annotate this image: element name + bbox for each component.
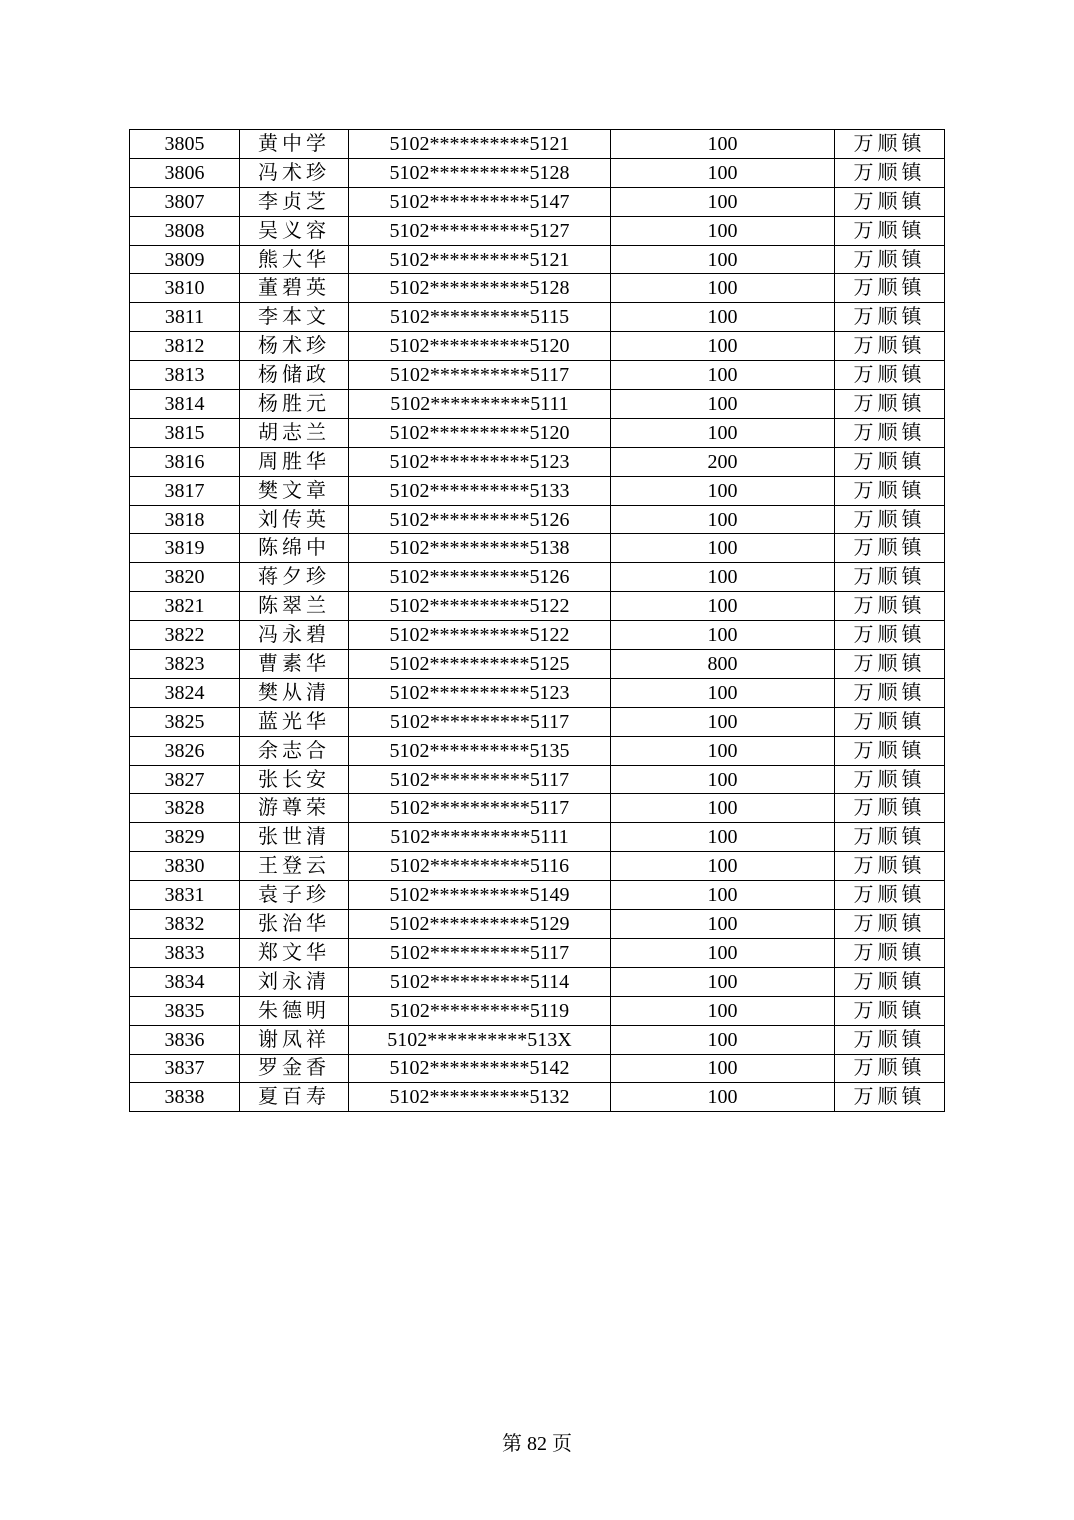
cell-town: 万顺镇 — [835, 678, 945, 707]
cell-town: 万顺镇 — [835, 852, 945, 881]
cell-number: 3807 — [130, 187, 240, 216]
table-row — [130, 534, 945, 563]
cell-number: 3808 — [130, 216, 240, 245]
cell-number: 3835 — [130, 996, 240, 1025]
table-row — [130, 996, 945, 1025]
cell-town: 万顺镇 — [835, 621, 945, 650]
cell-id-number: 5102**********5117 — [349, 765, 611, 794]
cell-id-number: 5102**********5121 — [349, 130, 611, 159]
cell-town: 万顺镇 — [835, 996, 945, 1025]
table-row — [130, 303, 945, 332]
cell-id-number: 5102**********5125 — [349, 650, 611, 679]
cell-amount: 100 — [611, 216, 835, 245]
cell-id-number: 5102**********5126 — [349, 563, 611, 592]
cell-id-number: 5102**********5128 — [349, 274, 611, 303]
table-row — [130, 361, 945, 390]
cell-name: 游尊荣 — [240, 794, 349, 823]
cell-id-number: 5102**********5147 — [349, 187, 611, 216]
cell-number: 3805 — [130, 130, 240, 159]
cell-number: 3812 — [130, 332, 240, 361]
cell-amount: 100 — [611, 476, 835, 505]
cell-number: 3838 — [130, 1083, 240, 1112]
cell-amount: 100 — [611, 303, 835, 332]
cell-name: 樊文章 — [240, 476, 349, 505]
cell-name: 李本文 — [240, 303, 349, 332]
cell-number: 3832 — [130, 910, 240, 939]
table-row — [130, 910, 945, 939]
cell-number: 3814 — [130, 390, 240, 419]
cell-town: 万顺镇 — [835, 938, 945, 967]
cell-name: 朱德明 — [240, 996, 349, 1025]
cell-town: 万顺镇 — [835, 216, 945, 245]
table-row — [130, 476, 945, 505]
cell-amount: 100 — [611, 332, 835, 361]
table-row — [130, 187, 945, 216]
cell-id-number: 5102**********5115 — [349, 303, 611, 332]
cell-amount: 100 — [611, 592, 835, 621]
table-row — [130, 563, 945, 592]
cell-name: 袁子珍 — [240, 881, 349, 910]
table-row — [130, 621, 945, 650]
cell-id-number: 5102**********5128 — [349, 158, 611, 187]
table-row — [130, 158, 945, 187]
cell-number: 3825 — [130, 707, 240, 736]
cell-town: 万顺镇 — [835, 418, 945, 447]
cell-name: 王登云 — [240, 852, 349, 881]
records-table-body — [130, 130, 945, 1112]
cell-number: 3809 — [130, 245, 240, 274]
cell-name: 谢凤祥 — [240, 1025, 349, 1054]
cell-id-number: 5102**********5122 — [349, 592, 611, 621]
cell-name: 冯术珍 — [240, 158, 349, 187]
table-row — [130, 794, 945, 823]
table-row — [130, 1083, 945, 1112]
cell-id-number: 5102**********5117 — [349, 794, 611, 823]
cell-town: 万顺镇 — [835, 881, 945, 910]
cell-number: 3829 — [130, 823, 240, 852]
cell-name: 黄中学 — [240, 130, 349, 159]
cell-amount: 100 — [611, 130, 835, 159]
cell-town: 万顺镇 — [835, 1025, 945, 1054]
table-row — [130, 130, 945, 159]
cell-number: 3810 — [130, 274, 240, 303]
cell-town: 万顺镇 — [835, 1054, 945, 1083]
cell-number: 3821 — [130, 592, 240, 621]
table-row — [130, 678, 945, 707]
cell-amount: 100 — [611, 967, 835, 996]
cell-amount: 100 — [611, 794, 835, 823]
cell-amount: 100 — [611, 765, 835, 794]
cell-amount: 800 — [611, 650, 835, 679]
cell-name: 杨术珍 — [240, 332, 349, 361]
cell-number: 3836 — [130, 1025, 240, 1054]
cell-amount: 100 — [611, 707, 835, 736]
cell-town: 万顺镇 — [835, 130, 945, 159]
cell-number: 3811 — [130, 303, 240, 332]
cell-amount: 100 — [611, 996, 835, 1025]
cell-name: 曹素华 — [240, 650, 349, 679]
page-number: 第 82 页 — [502, 1433, 572, 1455]
cell-town: 万顺镇 — [835, 823, 945, 852]
cell-number: 3830 — [130, 852, 240, 881]
cell-id-number: 5102**********5142 — [349, 1054, 611, 1083]
cell-name: 冯永碧 — [240, 621, 349, 650]
cell-id-number: 5102**********5120 — [349, 418, 611, 447]
cell-id-number: 5102**********5121 — [349, 245, 611, 274]
cell-town: 万顺镇 — [835, 765, 945, 794]
cell-town: 万顺镇 — [835, 361, 945, 390]
table-row — [130, 707, 945, 736]
table-row — [130, 967, 945, 996]
cell-town: 万顺镇 — [835, 476, 945, 505]
cell-town: 万顺镇 — [835, 736, 945, 765]
cell-id-number: 5102**********5123 — [349, 447, 611, 476]
cell-name: 夏百寿 — [240, 1083, 349, 1112]
cell-town: 万顺镇 — [835, 592, 945, 621]
cell-number: 3826 — [130, 736, 240, 765]
table-row — [130, 765, 945, 794]
cell-id-number: 5102**********5114 — [349, 967, 611, 996]
cell-amount: 100 — [611, 418, 835, 447]
cell-name: 樊从清 — [240, 678, 349, 707]
cell-amount: 100 — [611, 1025, 835, 1054]
cell-id-number: 5102**********5117 — [349, 707, 611, 736]
table-row — [130, 447, 945, 476]
table-row — [130, 823, 945, 852]
cell-name: 张世清 — [240, 823, 349, 852]
cell-town: 万顺镇 — [835, 390, 945, 419]
table-row — [130, 736, 945, 765]
cell-name: 张治华 — [240, 910, 349, 939]
cell-name: 胡志兰 — [240, 418, 349, 447]
cell-name: 董碧英 — [240, 274, 349, 303]
cell-amount: 100 — [611, 881, 835, 910]
cell-number: 3820 — [130, 563, 240, 592]
cell-town: 万顺镇 — [835, 794, 945, 823]
cell-id-number: 5102**********5123 — [349, 678, 611, 707]
cell-number: 3827 — [130, 765, 240, 794]
cell-name: 蓝光华 — [240, 707, 349, 736]
cell-id-number: 5102**********5127 — [349, 216, 611, 245]
cell-name: 吴义容 — [240, 216, 349, 245]
cell-name: 张长安 — [240, 765, 349, 794]
cell-number: 3817 — [130, 476, 240, 505]
cell-number: 3819 — [130, 534, 240, 563]
cell-town: 万顺镇 — [835, 1083, 945, 1112]
cell-name: 周胜华 — [240, 447, 349, 476]
cell-amount: 100 — [611, 505, 835, 534]
cell-name: 余志合 — [240, 736, 349, 765]
cell-town: 万顺镇 — [835, 563, 945, 592]
cell-amount: 100 — [611, 736, 835, 765]
cell-name: 刘永清 — [240, 967, 349, 996]
cell-id-number: 5102**********5126 — [349, 505, 611, 534]
cell-amount: 100 — [611, 1054, 835, 1083]
cell-number: 3823 — [130, 650, 240, 679]
cell-name: 罗金香 — [240, 1054, 349, 1083]
cell-town: 万顺镇 — [835, 707, 945, 736]
cell-name: 李贞芝 — [240, 187, 349, 216]
cell-id-number: 5102**********5111 — [349, 823, 611, 852]
cell-town: 万顺镇 — [835, 274, 945, 303]
cell-town: 万顺镇 — [835, 910, 945, 939]
cell-name: 陈绵中 — [240, 534, 349, 563]
cell-id-number: 5102**********5138 — [349, 534, 611, 563]
cell-id-number: 5102**********5117 — [349, 361, 611, 390]
cell-id-number: 5102**********5133 — [349, 476, 611, 505]
cell-amount: 100 — [611, 823, 835, 852]
cell-name: 郑文华 — [240, 938, 349, 967]
table-row — [130, 881, 945, 910]
cell-id-number: 5102**********5111 — [349, 390, 611, 419]
cell-amount: 100 — [611, 390, 835, 419]
cell-number: 3837 — [130, 1054, 240, 1083]
cell-amount: 200 — [611, 447, 835, 476]
cell-id-number: 5102**********5122 — [349, 621, 611, 650]
cell-town: 万顺镇 — [835, 447, 945, 476]
cell-town: 万顺镇 — [835, 158, 945, 187]
cell-amount: 100 — [611, 852, 835, 881]
cell-town: 万顺镇 — [835, 332, 945, 361]
cell-town: 万顺镇 — [835, 505, 945, 534]
cell-number: 3824 — [130, 678, 240, 707]
cell-amount: 100 — [611, 245, 835, 274]
table-row — [130, 592, 945, 621]
cell-name: 杨储政 — [240, 361, 349, 390]
cell-id-number: 5102**********5149 — [349, 881, 611, 910]
cell-town: 万顺镇 — [835, 245, 945, 274]
cell-amount: 100 — [611, 563, 835, 592]
cell-name: 刘传英 — [240, 505, 349, 534]
cell-town: 万顺镇 — [835, 187, 945, 216]
cell-number: 3815 — [130, 418, 240, 447]
cell-number: 3833 — [130, 938, 240, 967]
cell-name: 蒋夕珍 — [240, 563, 349, 592]
table-row — [130, 1054, 945, 1083]
table-row — [130, 274, 945, 303]
table-row — [130, 938, 945, 967]
cell-name: 陈翠兰 — [240, 592, 349, 621]
table-row — [130, 650, 945, 679]
cell-town: 万顺镇 — [835, 967, 945, 996]
cell-number: 3813 — [130, 361, 240, 390]
cell-number: 3834 — [130, 967, 240, 996]
table-row — [130, 418, 945, 447]
cell-id-number: 5102**********5132 — [349, 1083, 611, 1112]
cell-amount: 100 — [611, 678, 835, 707]
table-row — [130, 852, 945, 881]
cell-id-number: 5102**********5135 — [349, 736, 611, 765]
cell-amount: 100 — [611, 534, 835, 563]
cell-number: 3806 — [130, 158, 240, 187]
cell-id-number: 5102**********5129 — [349, 910, 611, 939]
cell-number: 3828 — [130, 794, 240, 823]
cell-town: 万顺镇 — [835, 534, 945, 563]
cell-amount: 100 — [611, 361, 835, 390]
cell-name: 熊大华 — [240, 245, 349, 274]
records-table — [129, 129, 945, 1112]
cell-id-number: 5102**********5120 — [349, 332, 611, 361]
cell-amount: 100 — [611, 910, 835, 939]
cell-amount: 100 — [611, 938, 835, 967]
table-row — [130, 390, 945, 419]
cell-id-number: 5102**********5119 — [349, 996, 611, 1025]
cell-town: 万顺镇 — [835, 303, 945, 332]
table-row — [130, 332, 945, 361]
cell-number: 3831 — [130, 881, 240, 910]
cell-id-number: 5102**********513X — [349, 1025, 611, 1054]
table-row — [130, 245, 945, 274]
cell-number: 3816 — [130, 447, 240, 476]
cell-amount: 100 — [611, 621, 835, 650]
table-row — [130, 216, 945, 245]
cell-name: 杨胜元 — [240, 390, 349, 419]
cell-town: 万顺镇 — [835, 650, 945, 679]
cell-id-number: 5102**********5117 — [349, 938, 611, 967]
cell-amount: 100 — [611, 158, 835, 187]
cell-id-number: 5102**********5116 — [349, 852, 611, 881]
table-row — [130, 1025, 945, 1054]
cell-amount: 100 — [611, 1083, 835, 1112]
cell-amount: 100 — [611, 274, 835, 303]
cell-amount: 100 — [611, 187, 835, 216]
cell-number: 3822 — [130, 621, 240, 650]
table-row — [130, 505, 945, 534]
cell-number: 3818 — [130, 505, 240, 534]
